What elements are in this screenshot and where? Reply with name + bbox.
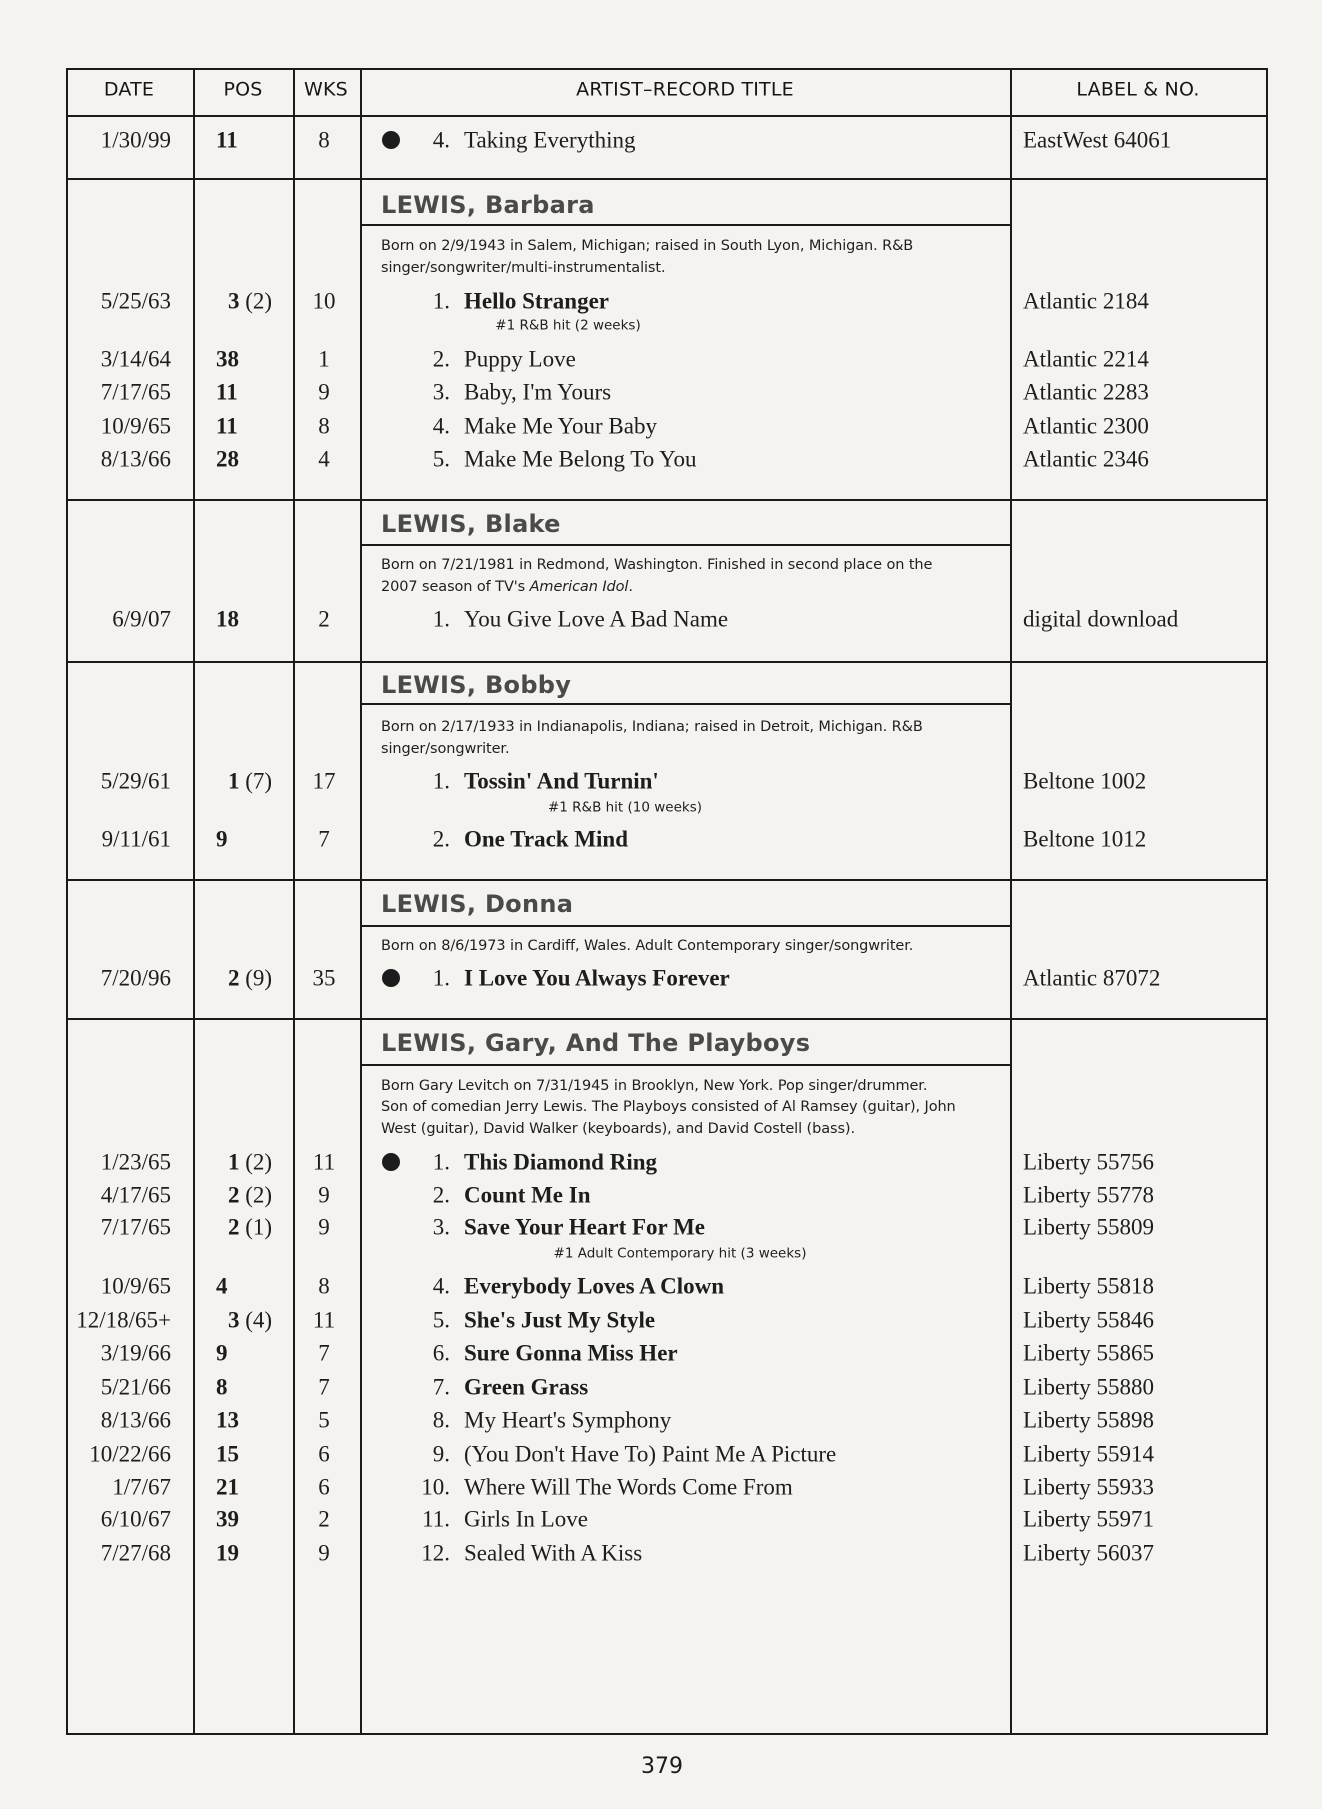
artist-bio-line: singer/songwriter. (381, 740, 510, 757)
entry-label: Liberty 55756 (1023, 1149, 1154, 1175)
column-header-date: DATE (103, 78, 155, 101)
entry-date: 5/21/66 (100, 1374, 171, 1400)
entry-weeks-charted: 4 (318, 446, 330, 472)
artist-name-heading: LEWIS, Gary, And The Playboys (381, 1029, 811, 1057)
entry-peak-position (216, 1342, 228, 1365)
artist-name-heading: LEWIS, Barbara (381, 191, 595, 219)
entry-title: Tossin' And Turnin' (464, 768, 659, 794)
entry-date: 7/17/65 (100, 1214, 171, 1240)
entry-peak-position (216, 1476, 239, 1499)
entry-weeks-charted: 8 (318, 1273, 330, 1299)
entry-title: Make Me Belong To You (464, 446, 697, 472)
weeks-at-peak: (7) (245, 768, 273, 794)
artist-name-heading: LEWIS, Blake (381, 510, 561, 538)
entry-title: Sure Gonna Miss Her (464, 1340, 678, 1366)
entry-title: Hello Stranger (464, 288, 609, 314)
entry-number: 2. (432, 826, 450, 852)
entry-label: Liberty 55971 (1023, 1506, 1154, 1532)
column-divider-date-pos (193, 68, 195, 1735)
entry-weeks-charted: 1 (318, 346, 330, 372)
entry-date: 10/22/66 (89, 1441, 171, 1467)
peak-position: 1 (228, 768, 240, 794)
entry-number: 1. (432, 606, 450, 632)
column-header-wks: WKS (304, 78, 348, 101)
entry-number: 4. (432, 1273, 450, 1299)
entry-label: Atlantic 2283 (1023, 379, 1149, 405)
peak-position: 2 (228, 1182, 240, 1208)
entry-label: Liberty 55880 (1023, 1374, 1154, 1400)
peak-position: 13 (216, 1407, 239, 1433)
artist-bio-line: Born on 7/21/1981 in Redmond, Washington. Finished in second place on the (381, 556, 933, 573)
artist-bio-line: singer/songwriter/multi-instrumentalist. (381, 259, 666, 276)
entry-weeks-charted: 7 (318, 1374, 330, 1400)
entry-weeks-charted: 6 (318, 1441, 330, 1467)
weeks-at-peak: (2) (245, 1149, 273, 1175)
entry-label: Beltone 1012 (1023, 826, 1147, 852)
entry-title: Green Grass (464, 1374, 589, 1400)
peak-position: 38 (216, 346, 239, 372)
peak-position: 4 (216, 1273, 228, 1299)
entry-peak-position (216, 1275, 228, 1298)
column-divider-wks-title (360, 68, 362, 1735)
column-header-pos: POS (223, 78, 263, 101)
entry-weeks-charted: 7 (318, 826, 330, 852)
peak-position: 3 (228, 288, 240, 314)
entry-date: 7/27/68 (100, 1540, 171, 1566)
peak-position: 9 (216, 826, 228, 852)
peak-position: 15 (216, 1441, 239, 1467)
entry-title: You Give Love A Bad Name (464, 606, 729, 632)
entry-number: 6. (432, 1340, 450, 1366)
entry-date: 8/13/66 (100, 1407, 171, 1433)
entry-label: EastWest 64061 (1023, 127, 1172, 153)
artist-bio-line: Born Gary Levitch on 7/31/1945 in Brooklyn, New York. Pop singer/drummer. (381, 1077, 928, 1094)
entry-date: 10/9/65 (100, 413, 171, 439)
entry-date: 5/29/61 (100, 768, 171, 794)
entry-label: Liberty 55778 (1023, 1182, 1154, 1208)
entry-date: 3/19/66 (100, 1340, 171, 1366)
gold-record-bullet-icon (382, 131, 400, 149)
entry-number: 1. (432, 288, 450, 314)
peak-position: 28 (216, 446, 239, 472)
entry-weeks-charted: 9 (318, 1182, 330, 1208)
entry-number: 4. (432, 413, 450, 439)
entry-title: Baby, I'm Yours (464, 379, 612, 405)
entry-peak-position (228, 1216, 272, 1239)
entry-date: 1/23/65 (100, 1149, 171, 1175)
entry-number: 9. (432, 1441, 450, 1467)
section-divider (66, 1018, 1268, 1020)
entry-title: One Track Mind (464, 826, 628, 852)
entry-date: 6/10/67 (100, 1506, 171, 1532)
entry-peak-position (216, 1443, 239, 1466)
gold-record-bullet-icon (382, 969, 400, 987)
entry-number: 1. (432, 965, 450, 991)
entry-date: 9/11/61 (101, 826, 171, 852)
page-number: 379 (641, 1754, 683, 1779)
entry-chart-note: #1 Adult Contemporary hit (3 weeks) (553, 1245, 807, 1262)
entry-number: 2. (432, 346, 450, 372)
entry-number: 1. (432, 1149, 450, 1175)
entry-date: 3/14/64 (100, 346, 171, 372)
table-right-border (1266, 68, 1268, 1735)
entry-weeks-charted: 11 (312, 1307, 336, 1333)
entry-title: Save Your Heart For Me (464, 1214, 706, 1240)
entry-peak-position (216, 129, 238, 152)
entry-title: This Diamond Ring (464, 1149, 658, 1175)
entry-label: Liberty 56037 (1023, 1540, 1154, 1566)
entry-label: Beltone 1002 (1023, 768, 1147, 794)
artist-bio-line: Born on 2/17/1933 in Indianapolis, Indiana; raised in Detroit, Michigan. R&B (381, 718, 923, 735)
entry-peak-position (216, 348, 239, 371)
weeks-at-peak: (2) (245, 1182, 273, 1208)
entry-peak-position (228, 290, 272, 313)
peak-position: 11 (216, 127, 238, 153)
entry-number: 5. (432, 446, 450, 472)
entry-title: Make Me Your Baby (464, 413, 657, 439)
entry-number: 2. (432, 1182, 450, 1208)
section-divider (66, 178, 1268, 180)
entry-number: 3. (432, 1214, 450, 1240)
entry-date: 10/9/65 (100, 1273, 171, 1299)
entry-peak-position (216, 1376, 228, 1399)
entry-date: 8/13/66 (100, 446, 171, 472)
entry-weeks-charted: 2 (318, 1506, 330, 1532)
entry-weeks-charted: 8 (318, 127, 330, 153)
section-divider (66, 879, 1268, 881)
peak-position: 11 (216, 379, 238, 405)
gold-record-bullet-icon (382, 1153, 400, 1171)
entry-date: 1/7/67 (112, 1474, 171, 1500)
entry-title: Sealed With A Kiss (464, 1540, 643, 1566)
peak-position: 1 (228, 1149, 240, 1175)
peak-position: 2 (228, 965, 240, 991)
entry-peak-position (228, 770, 272, 793)
table-left-border (66, 68, 68, 1735)
weeks-at-peak: (9) (245, 965, 273, 991)
entry-label: Liberty 55846 (1023, 1307, 1154, 1333)
peak-position: 21 (216, 1474, 239, 1500)
entry-label: Atlantic 2300 (1023, 413, 1149, 439)
entry-weeks-charted: 11 (312, 1149, 336, 1175)
entry-number: 7. (432, 1374, 450, 1400)
entry-label: Liberty 55933 (1023, 1474, 1154, 1500)
weeks-at-peak: (2) (245, 288, 273, 314)
entry-weeks-charted: 6 (318, 1474, 330, 1500)
entry-peak-position (228, 1309, 272, 1332)
entry-weeks-charted: 10 (312, 288, 336, 314)
peak-position: 3 (228, 1307, 240, 1333)
entry-number: 5. (432, 1307, 450, 1333)
entry-label: Liberty 55914 (1023, 1441, 1154, 1467)
weeks-at-peak: (4) (245, 1307, 273, 1333)
entry-peak-position (216, 608, 239, 631)
artist-name-underline (360, 1064, 1010, 1066)
entry-date: 12/18/65+ (76, 1307, 171, 1333)
entry-title: My Heart's Symphony (464, 1407, 672, 1433)
entry-number: 11. (422, 1506, 450, 1532)
entry-label: Atlantic 2214 (1023, 346, 1149, 372)
entry-title: She's Just My Style (464, 1307, 656, 1333)
column-header-label: LABEL & NO. (1076, 78, 1200, 101)
entry-peak-position (216, 828, 228, 851)
artist-name-heading: LEWIS, Donna (381, 890, 574, 918)
header-bottom-border (66, 115, 1268, 117)
peak-position: 2 (228, 1214, 240, 1240)
entry-date: 6/9/07 (112, 606, 171, 632)
entry-title: Girls In Love (464, 1506, 588, 1532)
artist-bio-line: Born on 2/9/1943 in Salem, Michigan; raised in South Lyon, Michigan. R&B (381, 237, 914, 254)
entry-weeks-charted: 17 (312, 768, 336, 794)
artist-bio-line: West (guitar), David Walker (keyboards), and David Costell (bass). (381, 1120, 855, 1137)
entry-weeks-charted: 8 (318, 413, 330, 439)
artist-name-heading: LEWIS, Bobby (381, 671, 572, 699)
artist-name-underline (360, 703, 1010, 705)
entry-title: Puppy Love (464, 346, 576, 372)
entry-title: Where Will The Words Come From (464, 1474, 793, 1500)
entry-label: Atlantic 2346 (1023, 446, 1149, 472)
artist-bio-line: Born on 8/6/1973 in Cardiff, Wales. Adult Contemporary singer/songwriter. (381, 937, 914, 954)
entry-title: (You Don't Have To) Paint Me A Picture (464, 1441, 837, 1467)
entry-peak-position (216, 448, 239, 471)
entry-number: 3. (432, 379, 450, 405)
entry-date: 1/30/99 (100, 127, 171, 153)
table-top-border (66, 68, 1268, 70)
entry-date: 7/17/65 (100, 379, 171, 405)
entry-weeks-charted: 2 (318, 606, 330, 632)
table-bottom-border (66, 1733, 1268, 1735)
entry-date: 4/17/65 (100, 1182, 171, 1208)
entry-weeks-charted: 9 (318, 1214, 330, 1240)
column-divider-title-label (1010, 68, 1012, 1735)
entry-label: Liberty 55809 (1023, 1214, 1154, 1240)
entry-label: digital download (1023, 606, 1179, 632)
section-divider (66, 661, 1268, 663)
artist-bio-line: 2007 season of TV's American Idol. (381, 578, 633, 595)
entry-label: Atlantic 2184 (1023, 288, 1149, 314)
entry-title: I Love You Always Forever (464, 965, 730, 991)
peak-position: 18 (216, 606, 239, 632)
entry-number: 8. (432, 1407, 450, 1433)
entry-peak-position (228, 1151, 272, 1174)
peak-position: 11 (216, 413, 238, 439)
entry-weeks-charted: 9 (318, 1540, 330, 1566)
peak-position: 8 (216, 1374, 228, 1400)
entry-peak-position (216, 1409, 239, 1432)
entry-chart-note: #1 R&B hit (2 weeks) (495, 317, 641, 334)
peak-position: 19 (216, 1540, 239, 1566)
entry-label: Liberty 55898 (1023, 1407, 1154, 1433)
peak-position: 9 (216, 1340, 228, 1366)
artist-name-underline (360, 224, 1010, 226)
entry-number: 10. (421, 1474, 450, 1500)
column-header-artist-title: ARTIST–RECORD TITLE (576, 78, 794, 101)
entry-peak-position (228, 1184, 272, 1207)
artist-bio-line: Son of comedian Jerry Lewis. The Playboys consisted of Al Ramsey (guitar), John (381, 1098, 956, 1115)
entry-date: 7/20/96 (100, 965, 171, 991)
entry-chart-note: #1 R&B hit (10 weeks) (547, 799, 703, 816)
entry-weeks-charted: 35 (312, 965, 336, 991)
entry-peak-position (216, 415, 238, 438)
entry-number: 12. (421, 1540, 450, 1566)
entry-label: Liberty 55818 (1023, 1273, 1154, 1299)
artist-name-underline (360, 925, 1010, 927)
weeks-at-peak: (1) (245, 1214, 273, 1240)
entry-title: Count Me In (464, 1182, 591, 1208)
entry-number: 4. (432, 127, 450, 153)
column-divider-pos-wks (293, 68, 295, 1735)
tv-show-title: American Idol (529, 578, 629, 595)
entry-number: 1. (432, 768, 450, 794)
entry-label: Atlantic 87072 (1023, 965, 1161, 991)
entry-weeks-charted: 7 (318, 1340, 330, 1366)
artist-name-underline (360, 544, 1010, 546)
entry-peak-position (216, 381, 238, 404)
entry-peak-position (216, 1508, 239, 1531)
entry-peak-position (216, 1542, 239, 1565)
entry-title: Taking Everything (464, 127, 636, 153)
entry-date: 5/25/63 (100, 288, 171, 314)
entry-title: Everybody Loves A Clown (464, 1273, 725, 1299)
entry-weeks-charted: 9 (318, 379, 330, 405)
entry-label: Liberty 55865 (1023, 1340, 1154, 1366)
peak-position: 39 (216, 1506, 239, 1532)
section-divider (66, 499, 1268, 501)
entry-weeks-charted: 5 (318, 1407, 330, 1433)
entry-peak-position (228, 967, 272, 990)
